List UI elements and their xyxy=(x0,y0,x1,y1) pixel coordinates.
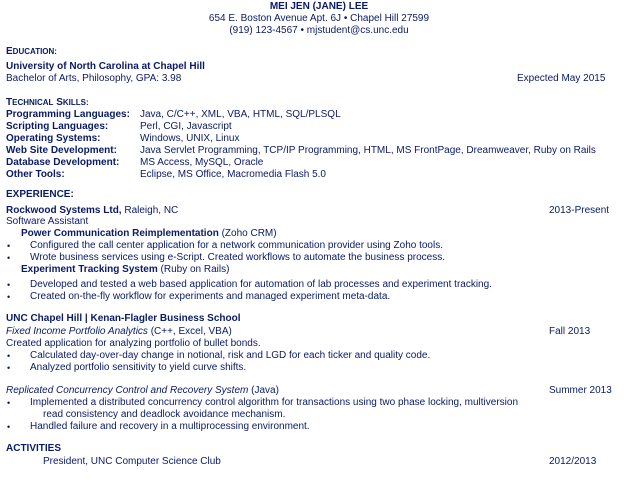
project-dates: Summer 2013 xyxy=(549,385,612,396)
skill-value: Perl, CGI, Javascript xyxy=(140,121,232,132)
bullet: • xyxy=(7,363,11,373)
bullet-text: Analyzed portfolio sensitivity to yield curve shifts. xyxy=(30,362,247,373)
bullet-text-continued: read consistency and deadlock avoidance mechanism. xyxy=(43,409,286,420)
bullet: • xyxy=(7,422,11,432)
skills-heading: TECHNICAL SKILLS: xyxy=(6,97,89,108)
skill-label: Other Tools: xyxy=(6,169,65,180)
bullet: • xyxy=(7,241,11,251)
activity-item: President, UNC Computer Science Club xyxy=(43,456,221,467)
company-location: Raleigh, NC xyxy=(121,205,179,216)
skill-label: Database Development: xyxy=(6,157,120,168)
bullet-text: Configured the call center application for a network communication provider using Zoho tools. xyxy=(30,240,443,251)
experience-heading: EXPERIENCE: xyxy=(6,189,74,200)
project-name: Replicated Concurrency Control and Recovery System xyxy=(6,385,249,396)
education-heading: EDUCATION: xyxy=(6,46,57,57)
project-tool: (Ruby on Rails) xyxy=(157,264,230,275)
skill-label: Scripting Languages: xyxy=(6,121,109,132)
bullet: • xyxy=(7,398,11,408)
skill-label: Programming Languages: xyxy=(6,109,130,120)
skill-label: Operating Systems: xyxy=(6,133,101,144)
degree: Bachelor of Arts, Philosophy, GPA: 3.98 xyxy=(6,73,182,84)
project-line xyxy=(21,264,229,276)
contact-line: (919) 123-4567 • mjstudent@cs.unc.edu xyxy=(229,25,409,36)
bullet: • xyxy=(7,280,11,290)
company-name: Rockwood Systems Ltd, xyxy=(6,205,122,216)
bullet: • xyxy=(7,351,11,361)
skill-value: Java Servlet Programming, TCP/IP Programming, HTML, MS FrontPage, Dreamweaver, Ruby on Rails xyxy=(140,145,596,156)
project-name: Experiment Tracking System xyxy=(21,264,158,275)
project-name: Power Communication Reimplementation xyxy=(21,228,219,239)
resume-name: MEI JEN (JANE) LEE xyxy=(269,1,369,12)
project-line xyxy=(21,228,277,240)
skill-value: Eclipse, MS Office, Macromedia Flash 5.0 xyxy=(140,169,326,180)
project-tool: (Zoho CRM) xyxy=(218,228,277,239)
skill-value: Java, C/C++, XML, VBA, HTML, SQL/PLSQL xyxy=(140,109,341,120)
skill-label: Web Site Development: xyxy=(6,145,117,156)
bullet-text: Handled failure and recovery in a multiprocessing environment. xyxy=(30,421,310,432)
activity-dates: 2012/2013 xyxy=(549,456,597,467)
bullet-text: Calculated day-over-day change in notional, risk and LGD for each ticker and quality code. xyxy=(30,350,431,361)
job-title: Software Assistant xyxy=(6,216,89,227)
school-name: University of North Carolina at Chapel Hill xyxy=(6,61,205,72)
rockwood-dates: 2013-Present xyxy=(549,205,610,216)
expected-graduation: Expected May 2015 xyxy=(517,73,606,84)
unc-org: UNC Chapel Hill | Kenan-Flagler Business School xyxy=(6,313,241,324)
project-dates: Fall 2013 xyxy=(549,326,591,337)
activities-heading: ACTIVITIES xyxy=(6,443,62,454)
bullet-text: Wrote business services using e-Script. Created workflows to automate the business process. xyxy=(30,252,445,263)
skill-value: MS Access, MySQL, Oracle xyxy=(140,157,264,168)
bullet-text: Implemented a distributed concurrency control algorithm for transactions using two phase locking, multiversion xyxy=(30,397,519,408)
project-tool: (C++, Excel, VBA) xyxy=(147,326,232,337)
address-line: 654 E. Boston Avenue Apt. 6J • Chapel Hill 27599 xyxy=(208,13,430,24)
project-description: Created application for analyzing portfolio of bullet bonds. xyxy=(6,338,261,349)
project-tool: (Java) xyxy=(248,385,279,396)
bullet: • xyxy=(7,292,11,302)
skill-value: Windows, UNIX, Linux xyxy=(140,133,240,144)
bullet-text: Created on-the-fly workflow for experiments and managed experiment meta-data. xyxy=(30,291,391,302)
bullet: • xyxy=(7,253,11,263)
project-line xyxy=(6,326,232,338)
bullet-text: Developed and tested a web based application for automation of lab processes and experiment tracking. xyxy=(30,279,492,290)
project-name: Fixed Income Portfolio Analytics xyxy=(6,326,148,337)
project-line xyxy=(6,385,279,397)
